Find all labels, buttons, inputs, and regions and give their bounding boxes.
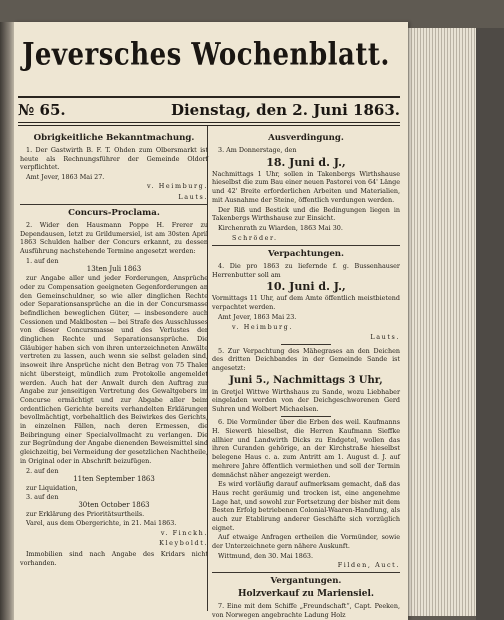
issue-line <box>18 101 400 119</box>
verpachtung-6-note: Es wird vorläufig darauf aufmerksam gemacht, daß das Haus recht geräumig und trocken ist, eine angenehme Lage hat, und sowohl zur Fortsetzung der bisher mit dem Besten Erfolg betriebenen Colonial-Waaren-Handlung, als auch zur Etablirung anderer Geschäfte sich vorzüglich eignet. <box>212 480 400 532</box>
verpachtung-5-date: Juni 5., Nachmittags 3 Uhr, <box>229 374 383 386</box>
notice-1-signature: v. Heimburg. <box>147 181 208 190</box>
issue-date: Dienstag, den 2. Juni 1863. <box>170 101 400 119</box>
issue-rule-top <box>18 122 400 123</box>
verpachtung-5-intro: 5. Zur Verpachtung des Mähegrases an den Deichen des dritten Deichbandes in der Gemeinde Sande ist angesetzt: <box>212 346 400 372</box>
verpachtung-4-text: Vormittags 11 Uhr, auf dem Amte öffentlich meistbietend verpachtet werden. <box>212 294 400 312</box>
term-3-label: 3. auf den <box>26 492 59 501</box>
heading-ausverdingung: Ausverdingung. <box>268 133 344 143</box>
ausverdingung-place-date: Kirchenrath zu Wiarden, 1863 Mai 30. <box>218 223 343 232</box>
book-cover-edge <box>476 28 504 620</box>
ausverdingung-intro: 3. Am Donnerstage, den <box>218 146 297 154</box>
ausverdingung-note: Der Riß und Bestick und die Bedingungen liegen in Takenbergs Wirthshause zur Einsicht. <box>212 205 400 223</box>
ausverdingung-date: 18. Juni d. J., <box>266 155 346 169</box>
term-3-date: 30ten October 1863 <box>78 501 150 510</box>
term-2-label: 2. auf den <box>26 466 59 475</box>
verpachtung-4-date: 10. Juni d. J., <box>266 280 346 294</box>
heading-holzverkauf: Holzverkauf zu Mariensiel. <box>237 588 375 599</box>
term-2-text: zur Liquidation, <box>26 484 78 492</box>
verpachtung-6-inquiries: Auf etwaige Anfragen ertheilen die Vormünder, sowie der Unterzeichnete gern nähere Auskunft. <box>212 533 400 551</box>
notice-1-text: 1. Der Gastwirth B. F. T. Ohden zum Olbersmarkt ist heute als Rechnungsführer der Gemeinde Oldorf verpflichtet. <box>20 146 208 172</box>
verpachtung-4-name: Lauts. <box>370 333 400 342</box>
term-1-label: 1. auf den <box>26 256 59 265</box>
verpachtung-6-signature: Filden, Auct. <box>337 560 400 569</box>
left-column <box>20 132 208 568</box>
verpachtung-6-date: Wittmund, den 30. Mai 1863. <box>218 551 314 560</box>
right-column <box>212 132 400 620</box>
heading-concurs-proclama: Concurs-Proclama. <box>68 207 160 218</box>
ausverdingung-signature: Schröder. <box>232 233 278 242</box>
separator <box>212 245 400 246</box>
court-name: Kleyboldt. <box>159 539 208 548</box>
heading-vergantungen: Vergantungen. <box>270 575 342 586</box>
heading-official-notice: Obrigkeitliche Bekanntmachung. <box>33 133 195 143</box>
verpachtung-6-text: 6. Die Vormünder über die Erben des weil. Kaufmanns H. Siewerß hieselbst, die Herren Kaufmann Sieffke allhier und Landwirth Dicks zu Endgetel, wollen das ihren Curanden gehörige, an der Kirchstraße hieselbst belegene Haus c. a. zum Antritt am 1. August d. J. auf mehrere Jahre öffentlich vermiethen und soll der Termin demnächst näher angezeigt werden. <box>212 418 400 479</box>
verpachtung-4-signature: v. Heimburg. <box>232 322 293 331</box>
heading-verpachtungen: Verpachtungen. <box>267 249 345 260</box>
verpachtung-4-place-date: Amt Jever, 1863 Mai 23. <box>218 312 297 321</box>
term-2-date: 11ten September 1863 <box>73 475 155 484</box>
verpachtung-5-text: in Gretjel Wittwe Wirthshaus zu Sande, wozu Liebhaber eingeladen werden von der Deichgeschworenen Gerd Suhren und Wolbert Michaelsen. <box>212 387 400 414</box>
term-1-date: 13ten Juli 1863 <box>86 265 142 274</box>
page-edges <box>398 28 476 616</box>
masthead-title: Jeversches Wochenblatt. <box>22 37 390 73</box>
ausverdingung-text: Nachmittags 1 Uhr, sollen in Takenbergs Wirthshause hieselbst die zum Bau einer neuen Pastorei von 64' Länge und 42' Breite erforderlichen Arbeiten und Materialien, mit Ausnahme der Steine, öffentlich verdungen werden. <box>212 169 400 204</box>
issue-number: № 65. <box>18 101 66 119</box>
concurs-paragraph-1: 2. Wider den Hausmann Poppe H. Frerer zu Dependausen, letzt zu Grildumersiel, ist am 30sten April 1863 Schulden halber der Concurs erkannt, zu dessen Ausführung nachstehende Termine angesetzt werden: <box>20 220 208 256</box>
issue-rule-bottom <box>18 125 400 126</box>
term-3-text: zur Erklärung des Prioritätsurtheils. <box>26 510 145 519</box>
separator <box>20 204 208 205</box>
concurs-paragraph-2: zur Angabe aller und jeder Forderungen, Ansprüche oder zu Compensation geeigneten Gegenforderungen an den Gemeinschuldner, so wie aller dinglichen Rechte oder Separationsansprüche an die in der Concursmasse befindlichen beweglichen Güter, — insbesondere auch Cessionen und Maklbosten — bei Strafe des Ausschlusses von dieser Concursmasse und des Verlustes der dinglichen Rechte und Separationsansprüche. Die Gläubiger haben sich von ihren unterzeichneten Anwälte vertreten zu lassen, auch wenn sie selbst geladen sind, insoweit ihre Ansprüche nicht den Betrag von 75 Thaler nicht übersteigt, mündlich zum Protokolle angemeldet werden. Auch hat der Anwalt durch den Auftrag zur Angabe zur jenseitigen Vertretung des Gewaltgebers im Concurse ermächtigt und zur Abgabe aller beim ordentlichen Gerichte bereits verhandelten Erklärungen bevollmächtigt, vorbehaltlich des Beiwirkes des Gerichts, in einzelnen Fällen, nach deren Ermessen, die Beibringung einer Specialvollmacht zu verlangen. Die zur Begründung der Angabe dienenden Beweismittel sind gleichzeitig, bei Vermeidung der gesetzlichen Nachtheile, in Original oder in Abschrift beizufügen. <box>20 274 208 465</box>
concurs-paragraph-3: Immobilien sind nach Angabe des Kridars nicht vorhanden. <box>20 549 208 567</box>
court-date: Varel, aus dem Obergerichte, in 21. Mai 1863. <box>26 518 177 527</box>
notice-1-name: Lauts. <box>178 192 208 201</box>
notice-1-date: Amt Jever, 1863 Mai 27. <box>26 173 105 182</box>
separator <box>212 572 400 573</box>
holzverkauf-text: 7. Eine mit dem Schiffe „Freundschaft“, Capt. Peeken, von Norwegen angebrachte Ladung Holz <box>212 601 400 619</box>
court-signature: v. Finckh. <box>160 528 208 537</box>
masthead-rule <box>18 96 400 98</box>
short-separator <box>281 344 331 345</box>
short-separator <box>281 416 331 417</box>
verpachtung-4-intro: 4. Die pro 1863 zu liefernde f. g. Bussenhauser Herrenbutter soll am <box>212 262 400 279</box>
